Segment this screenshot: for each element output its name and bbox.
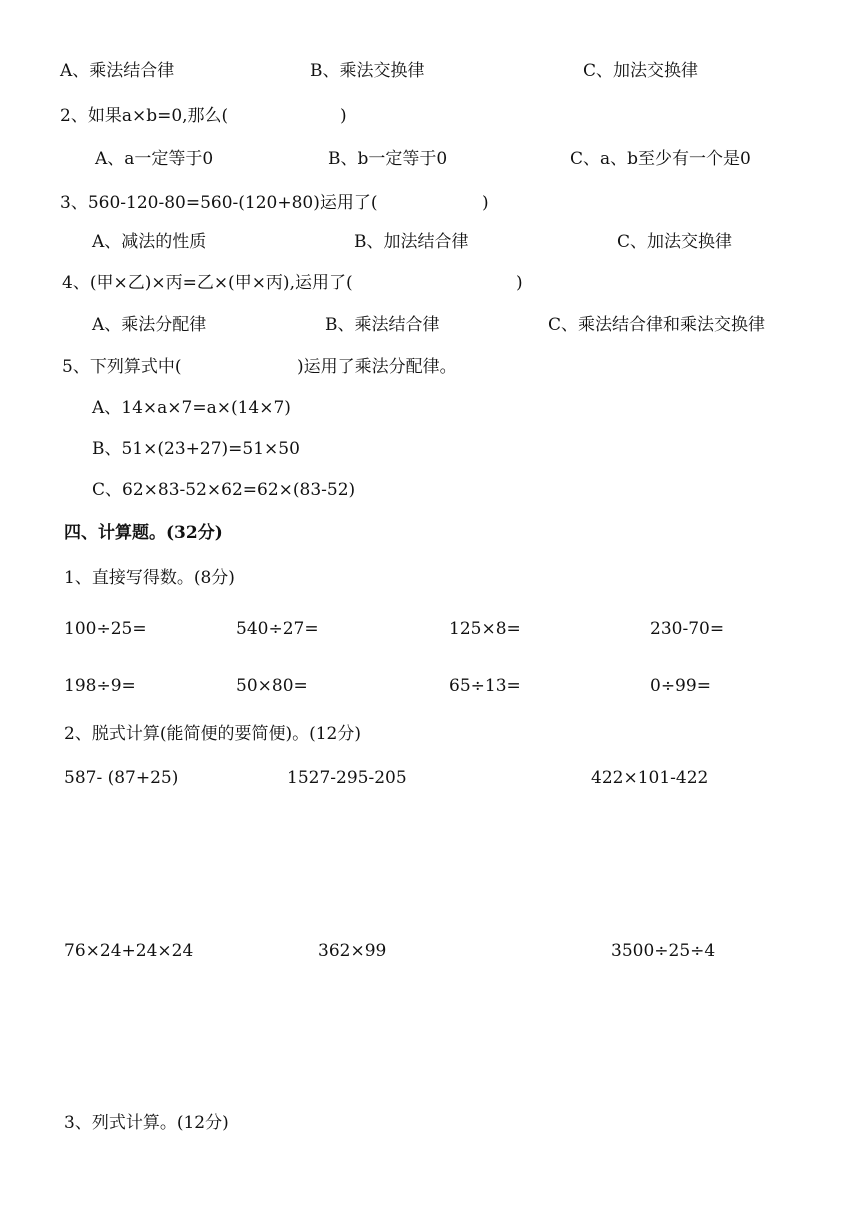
part1-title: 1、直接写得数。(8分) xyxy=(64,568,235,588)
oral-calc-item: 198÷9= xyxy=(64,676,136,696)
q5-suffix: )运用了乘法分配律。 xyxy=(297,357,457,377)
oral-calc-item: 100÷25= xyxy=(64,619,147,639)
q5-option-c: C、62×83-52×62=62×(83-52) xyxy=(92,480,356,500)
section-title: 四、计算题。(32分) xyxy=(64,523,223,543)
q5-option-a: A、14×a×7=a×(14×7) xyxy=(92,398,291,418)
oral-calc-item: 230-70= xyxy=(650,619,725,639)
q2-option-a: A、a一定等于0 xyxy=(95,149,214,169)
step-calc-item: 362×99 xyxy=(318,941,387,961)
q4-option-c: C、乘法结合律和乘法交换律 xyxy=(548,315,766,335)
q2-option-c: C、a、b至少有一个是0 xyxy=(570,149,751,169)
q2-prompt: 2、如果a×b=0,那么( xyxy=(60,106,229,126)
oral-calc-item: 0÷99= xyxy=(650,676,711,696)
q1-option-a: A、乘法结合律 xyxy=(60,61,175,81)
q3-option-a: A、减法的性质 xyxy=(92,232,207,252)
q5-prompt: 5、下列算式中( xyxy=(62,357,182,377)
q4-close-paren: ) xyxy=(516,273,523,293)
part3-title: 3、列式计算。(12分) xyxy=(64,1113,229,1133)
q5-option-b: B、51×(23+27)=51×50 xyxy=(92,439,300,459)
step-calc-item: 422×101-422 xyxy=(591,768,709,788)
q3-option-c: C、加法交换律 xyxy=(617,232,733,252)
q3-close-paren: ) xyxy=(482,193,489,213)
oral-calc-item: 125×8= xyxy=(449,619,521,639)
oral-calc-item: 540÷27= xyxy=(236,619,319,639)
q2-option-b: B、b一定等于0 xyxy=(328,149,448,169)
oral-calc-item: 65÷13= xyxy=(449,676,521,696)
q4-prompt: 4、(甲×乙)×丙=乙×(甲×丙),运用了( xyxy=(62,273,353,293)
step-calc-item: 3500÷25÷4 xyxy=(611,941,716,961)
q4-option-b: B、乘法结合律 xyxy=(325,315,440,335)
q3-option-b: B、加法结合律 xyxy=(354,232,469,252)
step-calc-item: 587- (87+25) xyxy=(64,768,179,788)
q1-option-b: B、乘法交换律 xyxy=(310,61,425,81)
q1-option-c: C、加法交换律 xyxy=(583,61,699,81)
q4-option-a: A、乘法分配律 xyxy=(92,315,207,335)
step-calc-item: 1527-295-205 xyxy=(287,768,407,788)
q2-close-paren: ) xyxy=(340,106,347,126)
q3-prompt: 3、560-120-80=560-(120+80)运用了( xyxy=(60,193,378,213)
step-calc-item: 76×24+24×24 xyxy=(64,941,194,961)
part2-title: 2、脱式计算(能简便的要简便)。(12分) xyxy=(64,724,361,744)
oral-calc-item: 50×80= xyxy=(236,676,308,696)
